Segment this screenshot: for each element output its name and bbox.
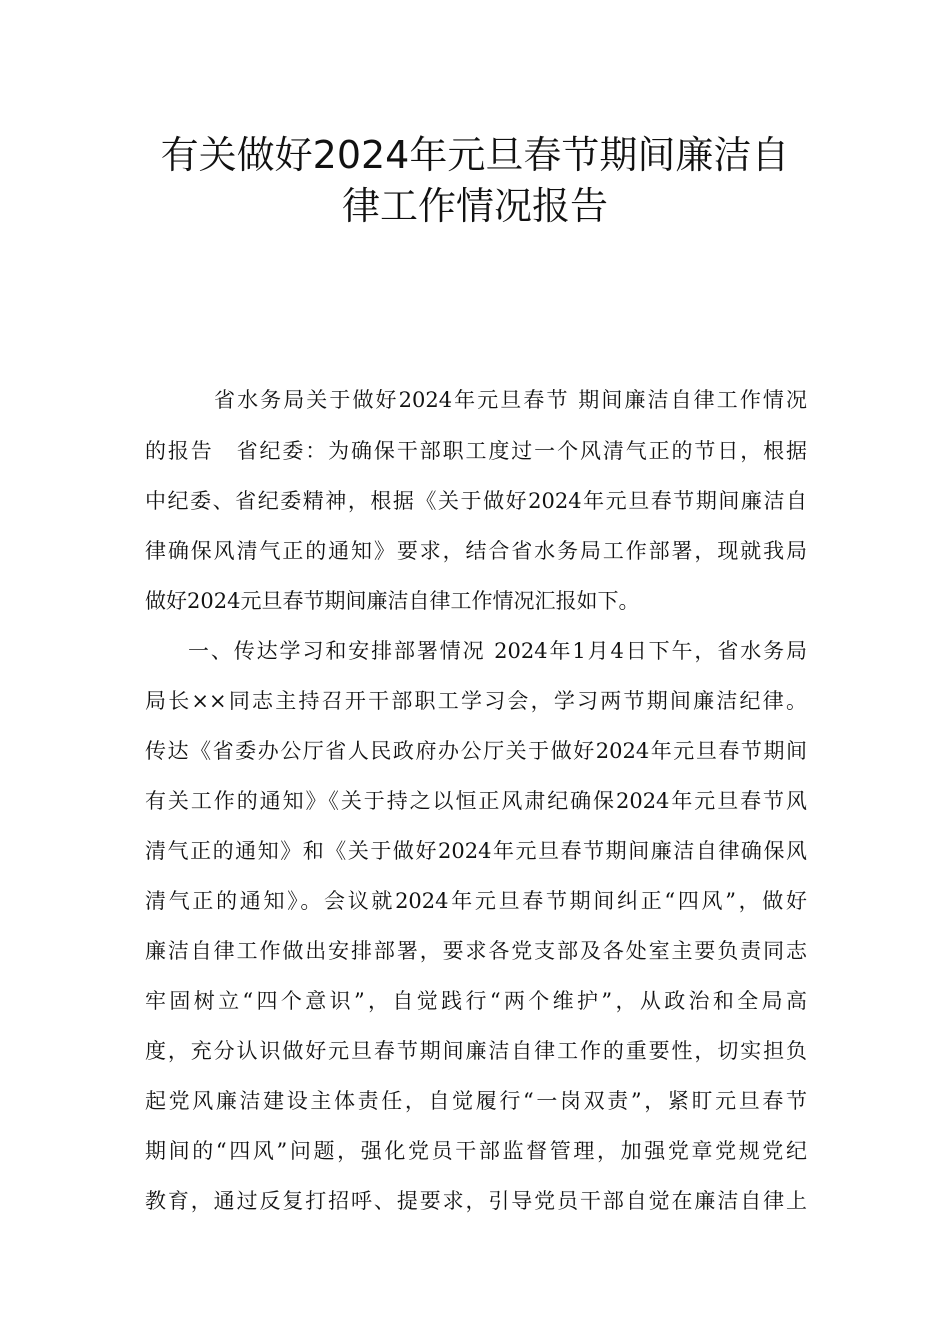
document-title-line-1: 有关做好2024年元旦春节期间廉洁自 (160, 133, 790, 177)
body-line-17: 教育，通过反复打招呼、提要求，引导党员干部自觉在廉洁自律上 (145, 1189, 807, 1213)
body-line-6: 一、传达学习和安排部署情况 2024年1月4日下午，省水务局 (188, 639, 807, 663)
body-line-13: 牢固树立“四个意识”，自觉践行“两个维护”，从政治和全局高 (145, 989, 807, 1013)
body-line-11: 清气正的通知》。会议就2024年元旦春节期间纠正“四风”，做好 (145, 889, 807, 913)
body-line-8: 传达《省委办公厅省人民政府办公厅关于做好2024年元旦春节期间 (145, 739, 807, 763)
body-line-12: 廉洁自律工作做出安排部署，要求各党支部及各处室主要负责同志 (145, 939, 807, 963)
body-line-16: 期间的“四风”问题，强化党员干部监督管理，加强党章党规党纪 (145, 1139, 807, 1163)
body-line-10: 清气正的通知》和《关于做好2024年元旦春节期间廉洁自律确保风 (145, 839, 807, 863)
document-title-line-2: 律工作情况报告 (341, 184, 608, 228)
body-line-2: 的报告 省纪委：为确保干部职工度过一个风清气正的节日，根据 (145, 439, 807, 463)
body-line-4: 律确保风清气正的通知》要求，结合省水务局工作部署，现就我局 (145, 539, 807, 563)
body-line-7: 局长××同志主持召开干部职工学习会，学习两节期间廉洁纪律。 (145, 689, 807, 713)
body-line-14: 度，充分认识做好元旦春节期间廉洁自律工作的重要性，切实担负 (145, 1039, 807, 1063)
body-line-9: 有关工作的通知》《关于持之以恒正风肃纪确保2024年元旦春节风 (145, 789, 807, 813)
body-line-3: 中纪委、省纪委精神，根据《关于做好2024年元旦春节期间廉洁自 (145, 489, 807, 513)
body-line-5: 做好2024元旦春节期间廉洁自律工作情况汇报如下。 (145, 589, 640, 613)
body-line-15: 起党风廉洁建设主体责任，自觉履行“一岗双责”，紧盯元旦春节 (145, 1089, 807, 1113)
body-line-1: 省水务局关于做好2024年元旦春节 期间廉洁自律工作情况 (214, 388, 807, 412)
